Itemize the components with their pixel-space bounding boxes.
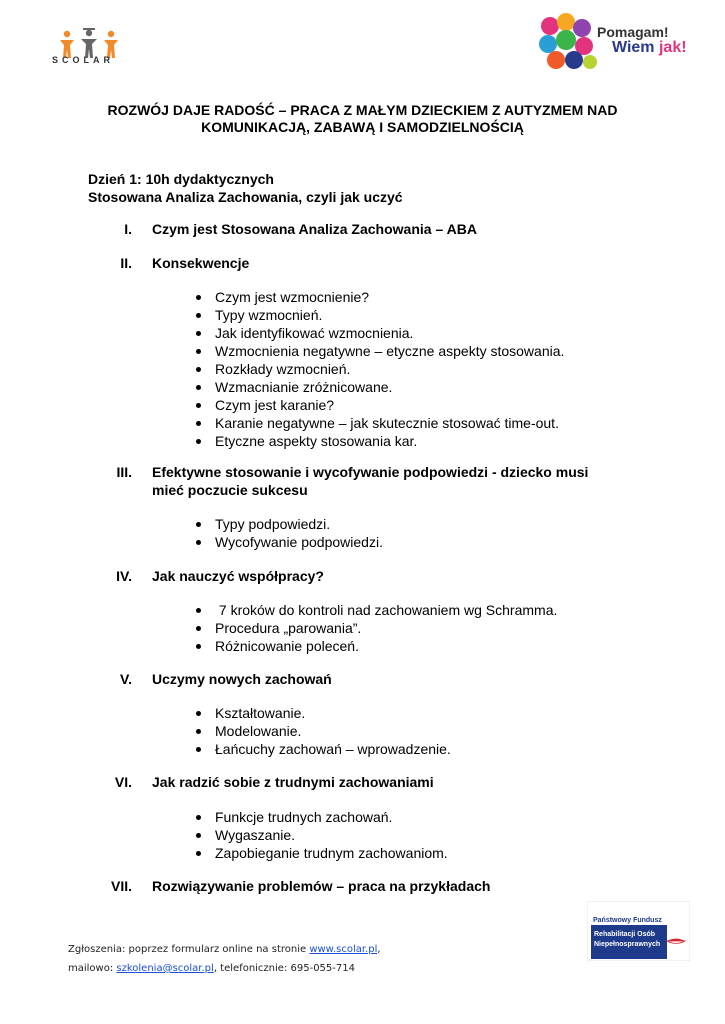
section-title: Czym jest Stosowana Analiza Zachowania – ABA [152,221,477,237]
pomagam-text: Pomagam! [597,24,669,40]
day-heading-line2: Stosowana Analiza Zachowania, czyli jak uczyć [88,189,403,205]
list-item: Typy podpowiedzi. [193,515,383,533]
section-5-list [193,704,451,758]
section-6-list [193,808,448,862]
list-item: Wzmacnianie zróżnicowane. [193,378,564,396]
list-item: Czym jest karanie? [193,396,564,414]
document-title-line2: KOMUNIKACJĄ, ZABAWĄ I SAMODZIELNOŚCIĄ [201,119,524,135]
wiem-jak-text [612,39,687,57]
footer-text: mailowo: [68,963,117,974]
list-item: Karanie negatywne – jak skutecznie stosować time-out. [193,414,564,432]
scolar-wordmark: SCOLAR [52,55,114,65]
section-number: III. [116,464,132,480]
list-item: Czym jest wzmocnienie? [193,288,564,306]
list-item: Jak identyfikować wzmocnienia. [193,324,564,342]
pfron-logo-icon [587,901,690,961]
footer-line1 [68,944,381,955]
list-item: Łańcuchy zachowań – wprowadzenie. [193,740,451,758]
section-number: VII. [110,878,132,894]
website-link[interactable]: www.scolar.pl [309,944,378,955]
footer-text: , telefonicznie: 695-055-714 [213,963,355,974]
email-link[interactable]: szkolenia@scolar.pl [116,963,214,974]
footer-line2 [68,963,355,974]
pfron-line2: Rehabilitacji Osób [594,931,656,938]
document-title [60,102,665,136]
list-item: Wygaszanie. [193,826,448,844]
list-item: Typy wzmocnień. [193,306,564,324]
list-item: Zapobieganie trudnym zachowaniom. [193,844,448,862]
section-title-line1: Efektywne stosowanie i wycofywanie podpowiedzi - dziecko musi [152,464,589,480]
list-item: Modelowanie. [193,722,451,740]
section-title: Rozwiązywanie problemów – praca na przykładach [152,878,491,894]
footer-text: , [377,944,381,955]
list-item: 7 kroków do kontroli nad zachowaniem wg Schramma. [193,601,557,619]
section-number: V. [120,671,132,687]
section-number: I. [124,221,132,237]
document-title-line1: ROZWÓJ DAJE RADOŚĆ – PRACA Z MAŁYM DZIECKIEM Z AUTYZMEM NAD [107,102,618,118]
section-title: Konsekwencje [152,255,250,271]
day-heading [88,170,403,206]
footer-text: Zgłoszenia: poprzez formularz online na stronie [68,944,310,955]
list-item: Wycofywanie podpowiedzi. [193,533,383,551]
section-title-line2: mieć poczucie sukcesu [152,482,308,498]
section-title [152,463,632,499]
section-2-list [193,288,564,450]
list-item: Etyczne aspekty stosowania kar. [193,432,564,450]
list-item: Rozkłady wzmocnień. [193,360,564,378]
wiem-text: Wiem [612,39,659,56]
pfron-line1: Państwowy Fundusz [593,917,662,924]
section-3-list [193,515,383,551]
section-title: Uczymy nowych zachowań [152,671,332,687]
list-item: Funkcje trudnych zachowań. [193,808,448,826]
section-number: VI. [114,774,132,790]
list-item: Wzmocnienia negatywne – etyczne aspekty stosowania. [193,342,564,360]
day-heading-line1: Dzień 1: 10h dydaktycznych [88,171,274,187]
list-item: Procedura „parowania”. [193,619,557,637]
list-item: Kształtowanie. [193,704,451,722]
section-title: Jak nauczyć współpracy? [152,568,324,584]
pfron-line3: Niepełnosprawnych [594,941,661,948]
list-item: Różnicowanie poleceń. [193,637,557,655]
section-4-list [193,601,557,655]
jak-text: jak! [658,39,687,56]
section-number: II. [120,255,132,271]
section-number: IV. [116,568,132,584]
section-title: Jak radzić sobie z trudnymi zachowaniami [152,774,434,790]
